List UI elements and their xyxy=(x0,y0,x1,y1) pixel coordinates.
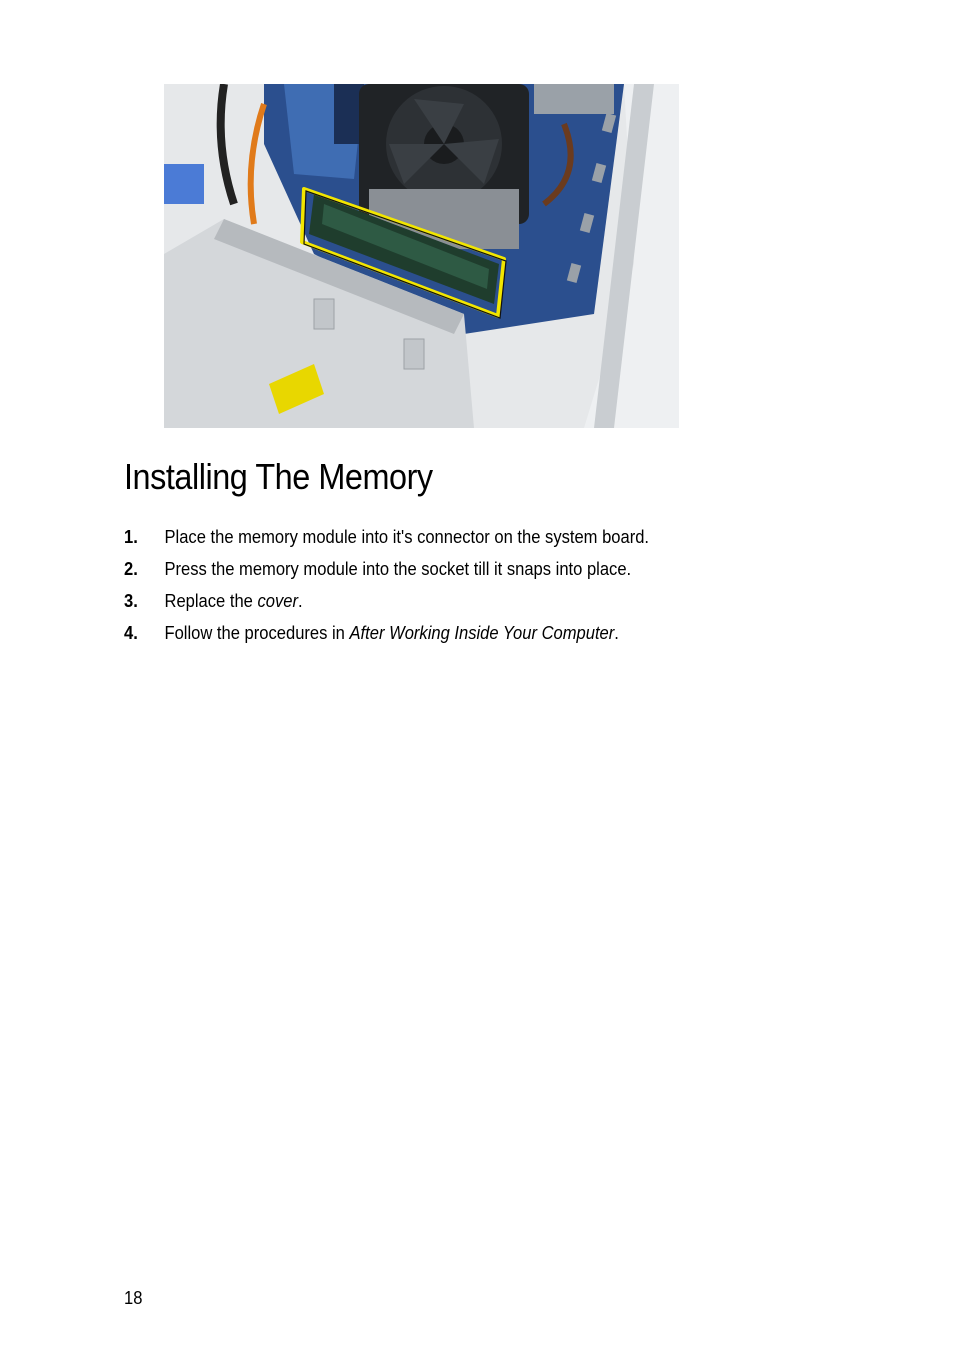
cover-link[interactable]: cover xyxy=(257,591,298,611)
step-suffix: . xyxy=(614,623,619,643)
step-number: 2. xyxy=(124,559,138,579)
step-text: Press the memory module into the socket till it snaps into place. xyxy=(164,559,632,579)
step-number: 4. xyxy=(124,623,138,643)
step-text: Follow the procedures in xyxy=(164,623,350,643)
step-text: Replace the xyxy=(164,591,258,611)
section-heading: Installing The Memory xyxy=(124,456,433,497)
procedure-steps xyxy=(124,524,695,652)
step-number: 1. xyxy=(124,527,138,547)
page-number: 18 xyxy=(124,1288,143,1308)
step-suffix: . xyxy=(297,591,303,611)
step-item xyxy=(124,556,649,588)
step-item xyxy=(124,588,649,620)
after-working-link[interactable]: After Working Inside Your Computer xyxy=(349,623,615,643)
step-number: 3. xyxy=(124,591,138,611)
step-text: Place the memory module into it's connector on the system board. xyxy=(164,527,650,547)
step-item xyxy=(124,524,649,556)
step-item xyxy=(124,620,649,652)
memory-installation-photo xyxy=(164,84,679,428)
memory-photo-illustration xyxy=(164,84,679,428)
